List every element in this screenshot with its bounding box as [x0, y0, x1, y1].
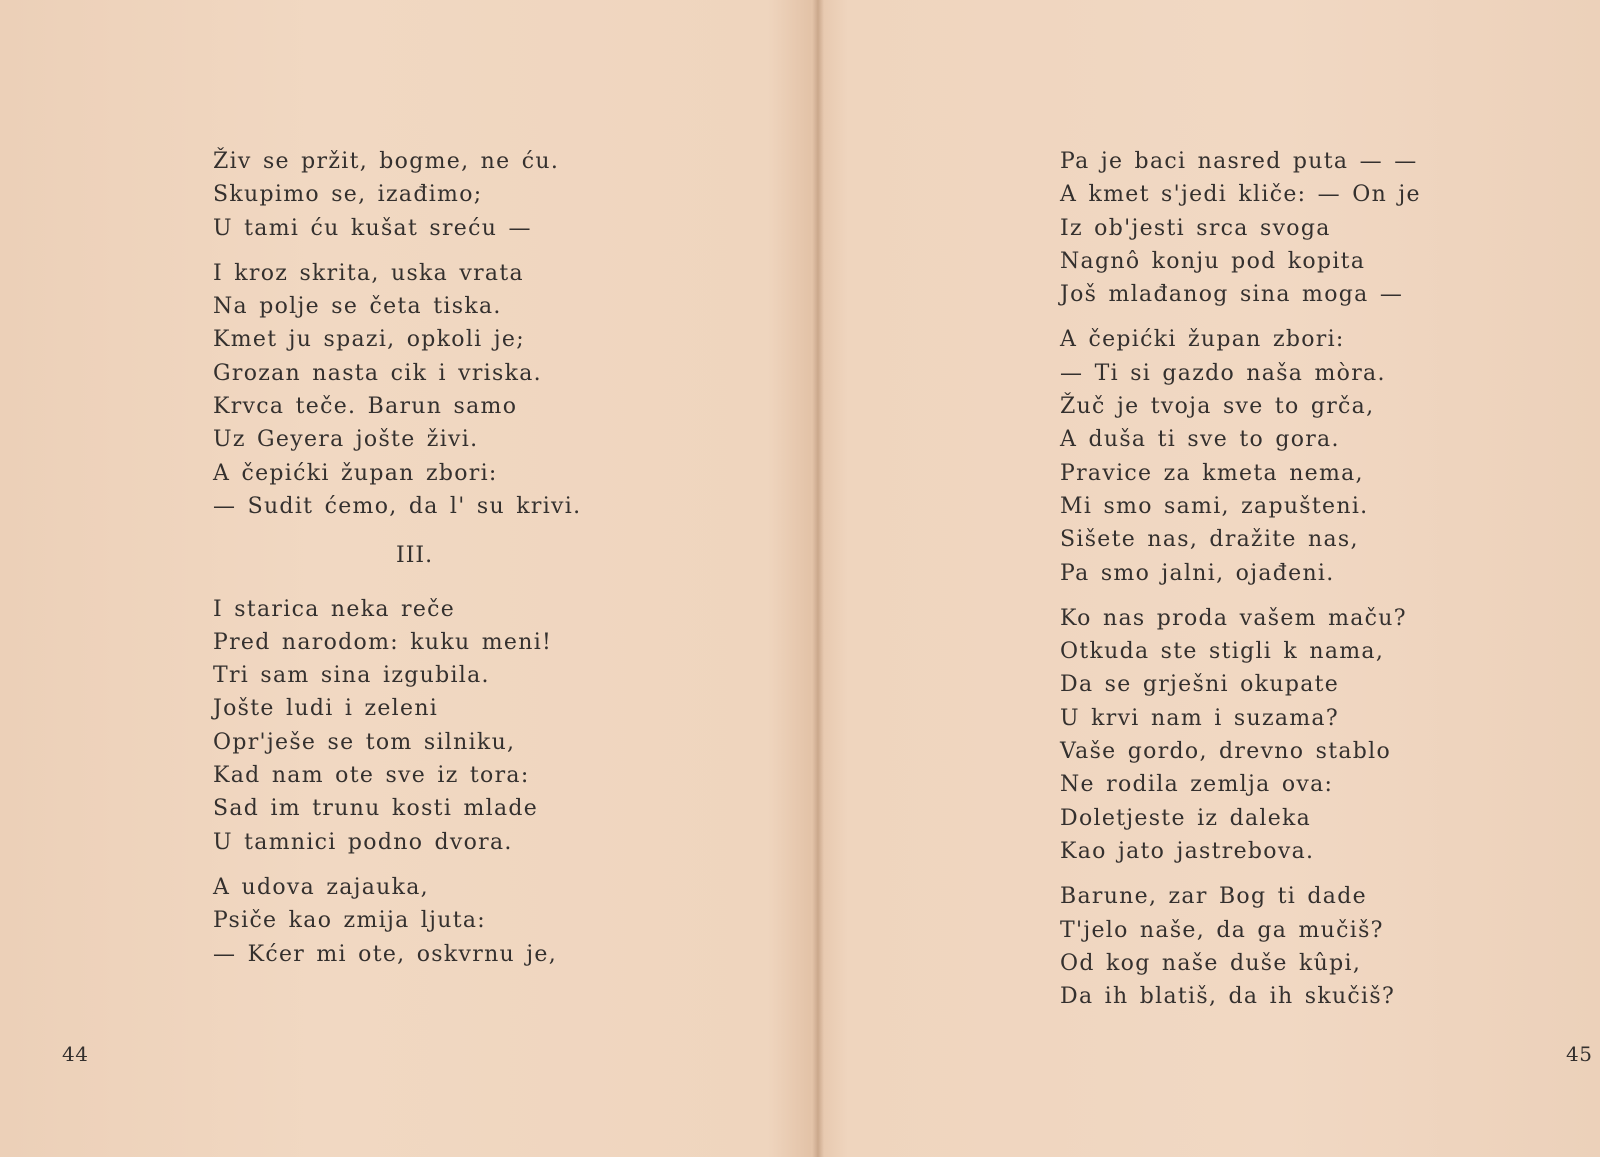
stanza: [213, 871, 581, 971]
poem-line: Psiče kao zmija ljuta:: [213, 908, 486, 934]
poem-line: Sad im trunu kosti mlade: [213, 796, 539, 822]
poem-line: Tri sam sina izgubila.: [213, 663, 490, 689]
poem-line: A kmet s'jedi kliče: — On je: [1060, 182, 1421, 208]
stanza: [213, 145, 581, 245]
poem-line: Pa je baci nasred puta — —: [1060, 149, 1418, 174]
poem-line: Skupimo se, izađimo;: [213, 182, 483, 208]
poem-line: U tamnici podno dvora.: [213, 829, 513, 855]
poem-line: Još mlađanog sina moga —: [1060, 282, 1404, 308]
poem-line: T'jelo naše, da ga mučiš?: [1060, 917, 1384, 943]
poem-line: A udova zajauka,: [213, 874, 429, 900]
stanza: [1060, 323, 1421, 589]
poem-line: Da se grješni okupate: [1060, 672, 1340, 698]
poem-line: A čepićki župan zbori:: [1060, 327, 1345, 353]
stanza: [1060, 602, 1421, 868]
poem-line: Da ih blatiš, da ih skučiš?: [1060, 984, 1396, 1010]
book-gutter: [812, 0, 824, 1157]
stanza: [1060, 880, 1421, 1013]
poem-line: Uz Geyera jošte živi.: [213, 427, 479, 453]
poem-line: Na polje se četa tiska.: [213, 294, 502, 320]
poem-line: Kad nam ote sve iz tora:: [213, 763, 530, 789]
poem-line: Vaše gordo, drevno stablo: [1060, 739, 1392, 765]
poem-line: I starica neka reče: [213, 596, 456, 622]
poem-line: Grozan nasta cik i vriska.: [213, 360, 542, 386]
right-page-poem: [1060, 145, 1421, 1013]
poem-line: I kroz skrita, uska vrata: [213, 260, 524, 286]
right-page: [824, 0, 1600, 1157]
poem-line: Živ se pržit, bogme, ne ću.: [213, 149, 560, 174]
poem-line: Barune, zar Bog ti dade: [1060, 884, 1367, 910]
poem-line: Iz ob'jesti srca svoga: [1060, 215, 1331, 241]
stanza: [1060, 145, 1421, 311]
page-number: 44: [62, 1042, 89, 1066]
poem-line: — Sudit ćemo, da l' su krivi.: [213, 493, 582, 519]
poem-line: Od kog naše duše kûpi,: [1060, 950, 1362, 976]
poem-line: Pa smo jalni, ojađeni.: [1060, 560, 1335, 586]
poem-line: Kmet ju spazi, opkoli je;: [213, 327, 525, 353]
poem-line: Sišete nas, dražite nas,: [1060, 527, 1359, 553]
poem-line: A duša ti sve to gora.: [1060, 427, 1340, 453]
poem-line: Žuč je tvoja sve to grča,: [1060, 394, 1375, 420]
stanza: [213, 257, 581, 523]
poem-line: Pred narodom: kuku meni!: [213, 629, 553, 655]
poem-line: Doletjeste iz daleka: [1060, 805, 1312, 831]
poem-line: Kao jato jastrebova.: [1060, 838, 1315, 864]
poem-line: Mi smo sami, zapušteni.: [1060, 493, 1369, 519]
poem-line: — Kćer mi ote, oskvrnu je,: [213, 941, 558, 967]
poem-line: Krvca teče. Barun samo: [213, 394, 518, 420]
poem-line: A čepićki župan zbori:: [213, 460, 498, 486]
poem-line: Jošte ludi i zeleni: [213, 696, 439, 722]
poem-line: U tami ću kušat sreću —: [213, 215, 532, 241]
stanza: [213, 593, 581, 859]
section-number: III.: [396, 543, 434, 569]
poem-line: Pravice za kmeta nema,: [1060, 460, 1364, 486]
poem-line: Ne rodila zemlja ova:: [1060, 772, 1334, 798]
poem-line: Nagnô konju pod kopita: [1060, 248, 1366, 274]
left-page-poem: [213, 145, 581, 971]
page-number: 45: [1566, 1042, 1593, 1066]
poem-line: Otkuda ste stigli k nama,: [1060, 639, 1385, 665]
poem-line: — Ti si gazdo naša mòra.: [1060, 360, 1386, 386]
poem-line: U krvi nam i suzama?: [1060, 705, 1339, 731]
poem-line: Ko nas proda vašem maču?: [1060, 605, 1407, 631]
poem-line: Opr'ješe se tom silniku,: [213, 729, 516, 755]
